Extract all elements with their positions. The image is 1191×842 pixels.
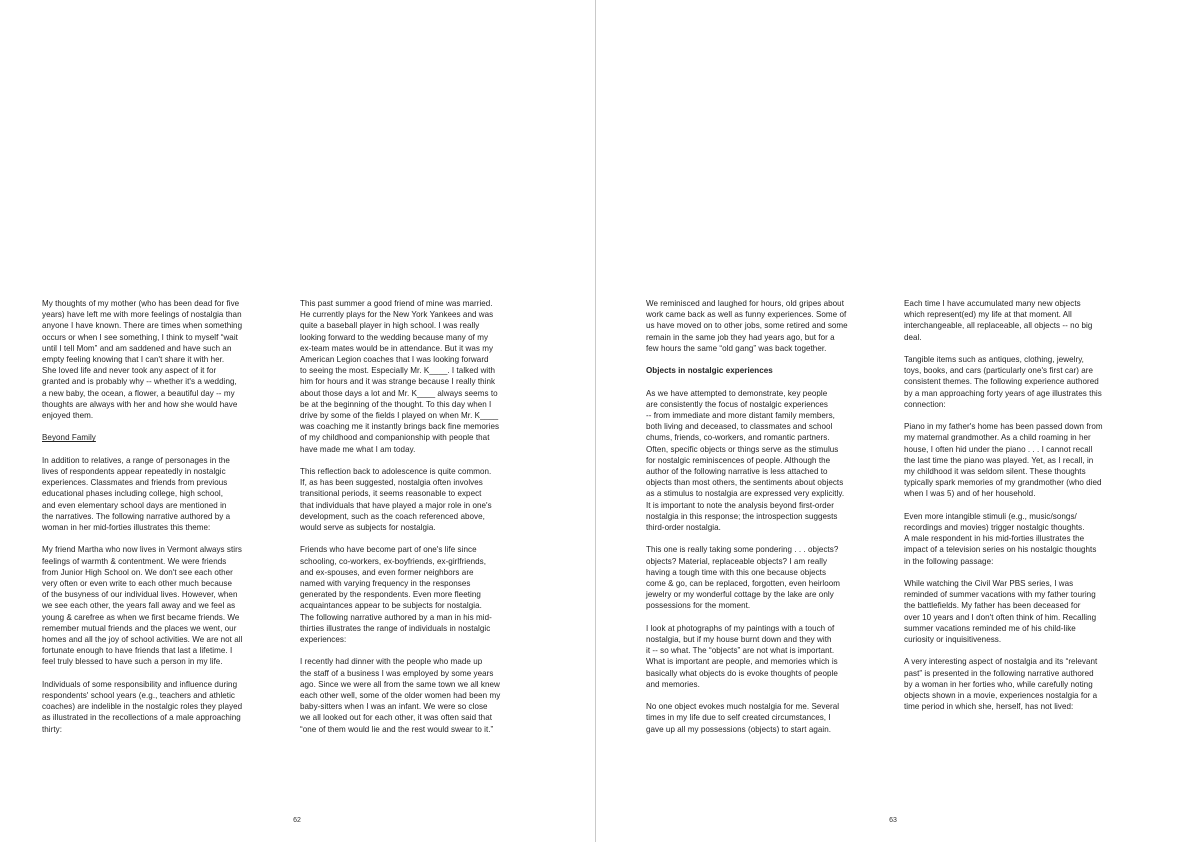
paragraph: This past summer a good friend of mine was married. He currently plays for the New York Yankees and was quite a baseball player in high school. I was really looking forward to the wedding because many of my ex-team mates would be in attendance. But it was my American Legion coaches that I was looking forward to seeing the most. Especially Mr. K____. I talked with him for hours and it was strange because I really think about those days a lot and Mr. K____ always seems to be at the beginning of the thought. To this day when I drive by some of the fields I played on when Mr. K____ was coaching me it instantly brings back fine memories of my childhood and companionship with people that have made me what I am today. — [300, 299, 500, 454]
right-page — [596, 0, 1191, 842]
paragraph: No one object evokes much nostalgia for me. Several times in my life due to self created circumstances, I gave up all my possessions (objects) to start again. — [646, 702, 840, 734]
paragraph: My friend Martha who now lives in Vermont always stirs feelings of warmth & contentment. We were friends from Junior High School on. We don't see each other very often or even write to each other much because of the busyness of our individual lives. However, when we see each other, the years fall away and we feel as young & carefree as when we first became friends. We remember mutual friends and the places we went, our homes and all the joy of school activities. We are not all fortunate enough to have friends that last a lifetime. I feel truly blessed to have such a person in my life. — [42, 545, 243, 667]
paragraph: Individuals of some responsibility and influence during respondents' school years (e.g., teachers and athletic coaches) are indelible in the nostalgic roles they played as illustrated in the recollections of a male approaching thirty: — [42, 679, 243, 734]
paragraph: As we have attempted to demonstrate, key people are consistently the focus of nostalgic experiences -- from immediate and more distant family members, both living and deceased, to classmates and school chums, friends, co-workers, and romantic partners. Often, specific objects or things serve as the stimulus for nostalgic reminiscences of people. Although the author of the following narrative is less attached to objects than most others, the sentiments about objects as a stimulus to nostalgia are expressed very explicitly. It is important to note the analysis beyond first-order nostalgia in this response; the introspection suggests third-order nostalgia. — [646, 388, 845, 533]
section-heading-beyond-family: Beyond Family — [42, 433, 96, 443]
paragraph: Each time I have accumulated many new objects which represent(ed) my life at that moment. All interchangeable, all replaceable, all objects -- no big deal. — [904, 299, 1093, 342]
paragraph: I recently had dinner with the people who made up the staff of a business I was employed by some years ago. Since we were all from the same town we all knew each other well, some of the older women had been my baby-sitters when I was an infant. We were so close we all looked out for each other, it was often said that “one of them would lie and the rest would swear to it.” — [300, 657, 501, 734]
paragraph: Tangible items such as antiques, clothing, jewelry, toys, books, and cars (particularly one's first car) are consistent themes. The following experience authored by a man approaching forty years of age illustrates this connection: — [904, 355, 1102, 409]
page-number: 62 — [293, 817, 301, 824]
left-page-column-2 — [300, 298, 546, 735]
paragraph: While watching the Civil War PBS series, I was reminded of summer vacations with my father touring the battlefields. My father has been deceased for over 10 years and I don't often think of him. Recalling summer vacations reminded me of his child-like curiosity or inquisitiveness. — [904, 579, 1097, 645]
paragraph: Even more intangible stimuli (e.g., music/songs/ recordings and movies) trigger nostalgic thoughts. A male respondent in his mid-forties illustrates the impact of a television series on his nostalgic thoughts in the following passage: — [904, 511, 1097, 566]
paragraph: My thoughts of my mother (who has been dead for five years) have left me with more feelings of nostalgia than anyone I have known. There are times when something occurs or when I see something, I think to myself “wait until I tell Mom” and am saddened and have such an empty feeling knowing that I can't share it with her. She loved life and never took any aspect of it for granted and is probably why -- whether it's a wedding, a new baby, the ocean, a flower, a beautiful day -- my thoughts are always with her and how she would have enjoyed them. — [42, 299, 243, 421]
paragraph: Friends who have become part of one's life since schooling, co-workers, ex-boyfriends, ex-girlfriends, and ex-spouses, and even former neighbors are named with varying frequency in the responses generated by the respondents. Even more fleeting acquaintances appear to be subjects for nostalgia. The following narrative authored by a man in his mid- thirties illustrates the range of individuals in nostalgic experiences: — [300, 545, 492, 645]
right-page-column-1 — [646, 298, 892, 735]
paragraph: This one is really taking some pondering . . . objects? objects? Material, replaceable objects? I am really having a tough time with this one because objects come & go, can be replaced, forgotten, even heirloom jewelry or my wonderful cottage by the lake are only possessions for the moment. — [646, 545, 841, 611]
paragraph: I look at photographs of my paintings with a touch of nostalgia, but if my house burnt down and they with it -- so what. The “objects” are not what is important. What is important are people, and memories which is basically what objects do is evoke thoughts of people and memories. — [646, 623, 838, 689]
left-page — [0, 0, 595, 842]
section-heading-objects: Objects in nostalgic experiences — [646, 366, 773, 376]
paragraph: In addition to relatives, a range of personages in the lives of respondents appear repeatedly in nostalgic experiences. Classmates and friends from previous educational phases including college, high school, and even elementary school days are mentioned in the narratives. The following narrative authored by a woman in her mid-forties illustrates this theme: — [42, 455, 231, 533]
page-number: 63 — [889, 817, 897, 824]
left-page-column-1 — [42, 298, 288, 735]
paragraph: This reflection back to adolescence is quite common. If, as has been suggested, nostalgia often involves transitional periods, it seems reasonable to expect that individuals that have played a major role in one's development, such as the coach referenced above, would serve as subjects for nostalgia. — [300, 467, 492, 533]
paragraph: A very interesting aspect of nostalgia and its “relevant past” is presented in the following narrative authored by a woman in her forties who, while carefully noting objects shown in a movie, experiences nostalgia for a time period in which she, herself, has not lived: — [904, 657, 1098, 712]
paragraph: We reminisced and laughed for hours, old gripes about work came back as well as funny experiences. Some of us have moved on to other jobs, some retired and some remain in the same job they had years ago, but for a few hours the same “old gang” was back together. — [646, 299, 848, 353]
paragraph: Piano in my father's home has been passed down from my maternal grandmother. As a child roaming in her house, I often hid under the piano . . . I cannot recall the last time the piano was played. Yet, as I recall, in my childhood it was seldom silent. These thoughts typically spark memories of my grandmother (who died when I was 5) and of her household. — [904, 422, 1103, 499]
right-page-column-2 — [904, 298, 1150, 712]
